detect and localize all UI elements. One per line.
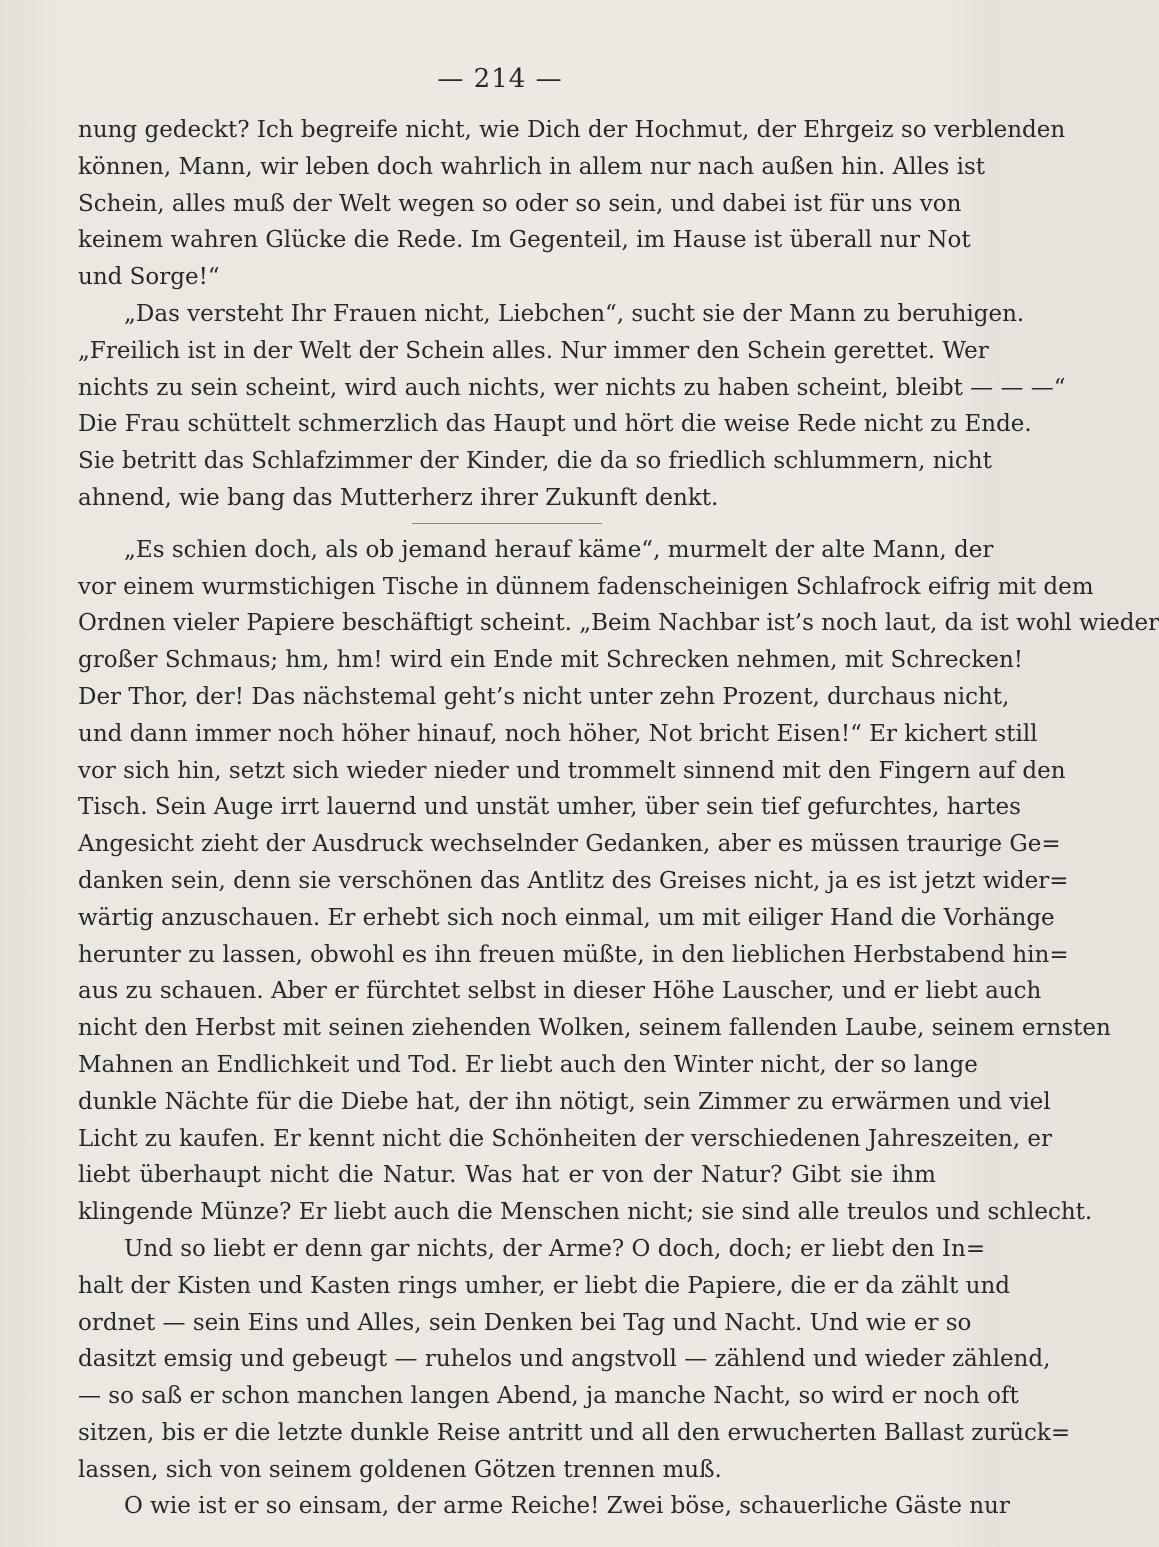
text-line: — so saß er schon manchen langen Abend, ja manche Nacht, so wird er noch oft: [78, 1383, 1019, 1410]
paragraph: [78, 112, 1066, 296]
text-line: Licht zu kaufen. Er kennt nicht die Schönheiten der verschiedenen Jahreszeiten, er: [78, 1125, 1052, 1152]
text-line: liebt überhaupt nicht die Natur. Was hat er von der Natur? Gibt sie ihm: [78, 1162, 936, 1189]
text-line: sitzen, bis er die letzte dunkle Reise antritt und all den erwucherten Ballast zurück=: [78, 1419, 1071, 1446]
page-number: — 214 —: [437, 64, 563, 94]
text-line: dunkle Nächte für die Diebe hat, der ihn nötigt, sein Zimmer zu erwärmen und viel: [78, 1088, 1051, 1115]
text-line: keinem wahren Glücke die Rede. Im Gegenteil, im Hause ist überall nur Not: [78, 227, 971, 254]
text-line: nichts zu sein scheint, wird auch nichts, wer nichts zu haben scheint, bleibt — — —“: [78, 374, 1066, 401]
text-line: vor sich hin, setzt sich wieder nieder und trommelt sinnend mit den Fingern auf den: [78, 757, 1066, 784]
text-line: großer Schmaus; hm, hm! wird ein Ende mit Schrecken nehmen, mit Schrecken!: [78, 647, 1024, 674]
text-line: Und so liebt er denn gar nichts, der Arme? O doch, doch; er liebt den In=: [124, 1235, 986, 1262]
text-line: Mahnen an Endlichkeit und Tod. Er liebt auch den Winter nicht, der so lange: [78, 1051, 978, 1078]
text-line: lassen, sich von seinem goldenen Götzen trennen muß.: [78, 1456, 722, 1483]
text-line: „Das versteht Ihr Frauen nicht, Liebchen“, sucht sie der Mann zu beruhigen.: [124, 300, 1025, 327]
text-line: Tisch. Sein Auge irrt lauernd und unstät umher, über sein tief gefurchtes, hartes: [78, 794, 1021, 821]
text-line: ordnet — sein Eins und Alles, sein Denken bei Tag und Nacht. Und wie er so: [78, 1309, 972, 1336]
text-line: und Sorge!“: [78, 264, 220, 291]
text-line: Der Thor, der! Das nächstemal geht’s nicht unter zehn Prozent, durchaus nicht,: [78, 683, 1010, 710]
paragraph: [78, 532, 1159, 1231]
text-line: O wie ist er so einsam, der arme Reiche! Zwei böse, schauerliche Gäste nur: [124, 1493, 1010, 1520]
text-line: vor einem wurmstichigen Tische in dünnem fadenscheinigen Schlafrock eifrig mit dem: [78, 573, 1094, 600]
text-line: klingende Münze? Er liebt auch die Menschen nicht; sie sind alle treulos und schlecht.: [78, 1199, 1093, 1226]
text-line: Angesicht zieht der Ausdruck wechselnder Gedanken, aber es müssen traurige Ge=: [78, 831, 1061, 858]
text-line: Sie betritt das Schlafzimmer der Kinder, die da so friedlich schlummern, nicht: [78, 448, 992, 475]
text-line: wärtig anzuschauen. Er erhebt sich noch einmal, um mit eiliger Hand die Vorhänge: [78, 904, 1055, 931]
text-line: ahnend, wie bang das Mutterherz ihrer Zukunft denkt.: [78, 484, 719, 511]
section-divider: [412, 523, 602, 524]
text-line: herunter zu lassen, obwohl es ihn freuen müßte, in den lieblichen Herbstabend hin=: [78, 941, 1069, 968]
text-line: dasitzt emsig und gebeugt — ruhelos und angstvoll — zählend und wieder zählend,: [78, 1346, 1051, 1373]
text-line: nicht den Herbst mit seinen ziehenden Wolken, seinem fallenden Laube, seinem ernsten: [78, 1015, 1111, 1042]
text-line: danken sein, denn sie verschönen das Antlitz des Greises nicht, ja es ist jetzt wider=: [78, 867, 1069, 894]
text-line: halt der Kisten und Kasten rings umher, er liebt die Papiere, die er da zählt und: [78, 1272, 1011, 1299]
text-line: „Es schien doch, als ob jemand herauf käme“, murmelt der alte Mann, der: [124, 536, 994, 563]
text-line: Schein, alles muß der Welt wegen so oder so sein, und dabei ist für uns von: [78, 190, 962, 217]
text-line: „Freilich ist in der Welt der Schein alles. Nur immer den Schein gerettet. Wer: [78, 337, 989, 364]
text-line: aus zu schauen. Aber er fürchtet selbst in dieser Höhe Lauscher, und er liebt auch: [78, 978, 1042, 1005]
paragraph: [78, 1488, 1010, 1525]
paragraph: [78, 1231, 1071, 1489]
text-line: können, Mann, wir leben doch wahrlich in allem nur nach außen hin. Alles ist: [78, 153, 986, 180]
text-line: nung gedeckt? Ich begreife nicht, wie Dich der Hochmut, der Ehrgeiz so verblenden: [78, 117, 1066, 143]
text-line: und dann immer noch höher hinauf, noch höher, Not bricht Eisen!“ Er kichert still: [78, 720, 1038, 747]
body-text: [78, 112, 1159, 1525]
text-line: Ordnen vieler Papiere beschäftigt scheint. „Beim Nachbar ist’s noch laut, da ist wohl wieder: [78, 610, 1159, 637]
paragraph: [78, 296, 1066, 517]
text-line: Die Frau schüttelt schmerzlich das Haupt und hört die weise Rede nicht zu Ende.: [78, 411, 1032, 438]
